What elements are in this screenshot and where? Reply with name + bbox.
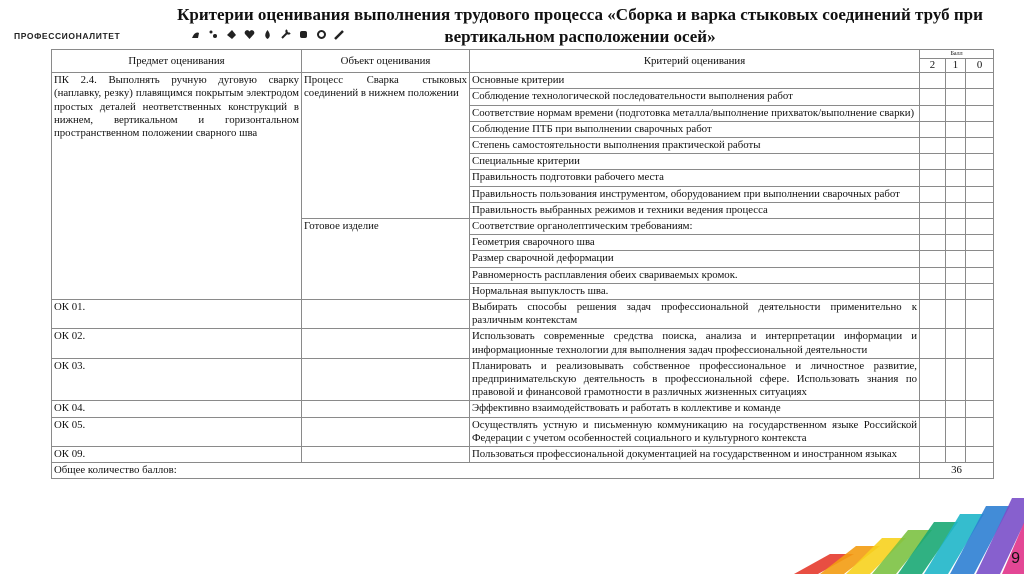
criterion-cell: Нормальная выпуклость шва. [470,283,920,299]
score-0-cell[interactable] [966,235,994,251]
score-0-cell[interactable] [966,154,994,170]
criterion-cell: Степень самостоятельности выполнения практической работы [470,138,920,154]
score-0-cell[interactable] [966,138,994,154]
table-row [52,300,994,329]
score-2-cell[interactable] [920,170,946,186]
ok-subject-cell: ОК 09. [52,447,302,463]
score-1-cell[interactable] [946,300,966,329]
criterion-cell: Размер сварочной деформации [470,251,920,267]
score-2-cell[interactable] [920,358,946,401]
brand-block-icon [298,27,309,38]
score-0-cell[interactable] [966,170,994,186]
score-0-cell[interactable] [966,219,994,235]
brand-leaf-icon [226,27,237,38]
criterion-cell: Осуществлять устную и письменную коммуникацию на государственном языке Российской Федерации с учетом особенностей социального и культурного контекста [470,417,920,446]
score-1-cell[interactable] [946,417,966,446]
criterion-cell: Соответствие нормам времени (подготовка металла/выполнение прихваток/выполнение сварки) [470,105,920,121]
header-object: Объект оценивания [302,50,470,73]
ok-subject-cell: ОК 04. [52,401,302,417]
brand-drop-icon [262,27,273,38]
ok-subject-cell: ОК 03. [52,358,302,401]
table-row [52,358,994,401]
score-1-cell[interactable] [946,138,966,154]
table-row [52,329,994,358]
brand-icon-row [190,27,345,38]
table-row [52,73,994,89]
score-0-cell[interactable] [966,89,994,105]
brand-pen-icon [334,27,345,38]
total-label-cell: Общее количество баллов: [52,463,920,479]
score-1-cell[interactable] [946,73,966,89]
score-2-cell[interactable] [920,154,946,170]
score-0-cell[interactable] [966,283,994,299]
score-2-cell[interactable] [920,73,946,89]
score-0-cell[interactable] [966,447,994,463]
score-2-cell[interactable] [920,267,946,283]
criterion-cell: Геометрия сварочного шва [470,235,920,251]
score-2-cell[interactable] [920,186,946,202]
score-1-cell[interactable] [946,329,966,358]
score-1-cell[interactable] [946,358,966,401]
score-1-cell[interactable] [946,154,966,170]
score-2-cell[interactable] [920,300,946,329]
brand-wrench-icon [280,27,291,38]
score-0-cell[interactable] [966,329,994,358]
ok-object-cell [302,358,470,401]
ok-subject-cell: ОК 02. [52,329,302,358]
criterion-cell: Эффективно взаимодействовать и работать в коллективе и команде [470,401,920,417]
score-0-cell[interactable] [966,121,994,137]
page-number: 9 [1011,550,1020,567]
score-1-cell[interactable] [946,401,966,417]
score-1-cell[interactable] [946,219,966,235]
score-1-cell[interactable] [946,89,966,105]
score-0-cell[interactable] [966,105,994,121]
criterion-cell: Соблюдение технологической последовательности выполнения работ [470,89,920,105]
score-1-cell[interactable] [946,267,966,283]
criterion-cell: Пользоваться профессиональной документацией на государственном и иностранном языках [470,447,920,463]
score-2-cell[interactable] [920,401,946,417]
score-1-cell[interactable] [946,105,966,121]
header-score-1: 1 [946,59,966,73]
score-2-cell[interactable] [920,235,946,251]
score-2-cell[interactable] [920,219,946,235]
header-score-2: 2 [920,59,946,73]
header-row [52,50,994,59]
total-value-cell: 36 [920,463,994,479]
score-0-cell[interactable] [966,401,994,417]
score-2-cell[interactable] [920,105,946,121]
score-0-cell[interactable] [966,267,994,283]
object-process-cell: Процесс Сварка стыковых соединений в нижнем положении [302,73,470,219]
criterion-cell: Использовать современные средства поиска, анализа и интерпретации информации и информационные технологии для выполнения задач профессиональной деятельности [470,329,920,358]
criterion-cell: Правильность выбранных режимов и техники ведения процесса [470,202,920,218]
header-criterion: Критерий оценивания [470,50,920,73]
score-1-cell[interactable] [946,170,966,186]
criterion-cell: Правильность пользования инструментом, оборудованием при выполнении сварочных работ [470,186,920,202]
brand-wave-icon [190,27,201,38]
header-score: Балл [920,50,994,59]
criterion-cell: Соблюдение ПТБ при выполнении сварочных работ [470,121,920,137]
ok-subject-cell: ОК 01. [52,300,302,329]
table-row [52,417,994,446]
table-row [52,447,994,463]
decorative-stripes [764,484,1024,574]
criterion-cell: Основные критерии [470,73,920,89]
criterion-cell: Планировать и реализовывать собственное профессиональное и личностное развитие, предпринимательскую деятельность в профессиональной сфере. Использовать знания по правовой и финансовой грамотности в различных жизненных ситуациях [470,358,920,401]
score-0-cell[interactable] [966,202,994,218]
table-row [52,401,994,417]
score-1-cell[interactable] [946,121,966,137]
score-0-cell[interactable] [966,417,994,446]
criterion-cell: Выбирать способы решения задач профессиональной деятельности применительно к различным контекстам [470,300,920,329]
score-0-cell[interactable] [966,251,994,267]
criterion-cell: Правильность подготовки рабочего места [470,170,920,186]
score-2-cell[interactable] [920,138,946,154]
score-1-cell[interactable] [946,186,966,202]
title-line-1: Критерии оценивания выполнения трудового процесса «Сборка и варка стыковых соединений труб при [177,5,983,24]
criteria-table [51,49,994,479]
score-2-cell[interactable] [920,89,946,105]
criterion-cell: Специальные критерии [470,154,920,170]
total-row [52,463,994,479]
score-2-cell[interactable] [920,251,946,267]
brand-ring-icon [316,27,327,38]
score-1-cell[interactable] [946,283,966,299]
criterion-cell: Равномерность расплавления обеих свариваемых кромок. [470,267,920,283]
score-1-cell[interactable] [946,202,966,218]
ok-subject-cell: ОК 05. [52,417,302,446]
brand-dots-icon [208,27,219,38]
brand-logo-text: ПРОФЕССИОНАЛИТЕТ [14,31,121,41]
score-0-cell[interactable] [966,358,994,401]
score-2-cell[interactable] [920,121,946,137]
page-title [150,4,1010,48]
score-0-cell[interactable] [966,300,994,329]
ok-object-cell [302,401,470,417]
score-2-cell[interactable] [920,447,946,463]
brand-heart-icon [244,27,255,38]
score-1-cell[interactable] [946,251,966,267]
header-subject: Предмет оценивания [52,50,302,73]
ok-object-cell [302,447,470,463]
score-2-cell[interactable] [920,202,946,218]
title-line-2: вертикальном расположении осей» [444,27,716,46]
ok-object-cell [302,300,470,329]
score-0-cell[interactable] [966,73,994,89]
header-score-0: 0 [966,59,994,73]
ok-object-cell [302,417,470,446]
score-0-cell[interactable] [966,186,994,202]
criterion-cell: Соответствие органолептическим требованиям: [470,219,920,235]
score-1-cell[interactable] [946,235,966,251]
score-2-cell[interactable] [920,283,946,299]
score-2-cell[interactable] [920,329,946,358]
pk-subject-cell: ПК 2.4. Выполнять ручную дуговую сварку (наплавку, резку) плавящимся покрытым электродом простых деталей неответственных конструкций в нижнем, вертикальном и горизонтальном пространственном положении сварного шва [52,73,302,300]
object-product-cell: Готовое изделие [302,219,470,300]
score-2-cell[interactable] [920,417,946,446]
ok-object-cell [302,329,470,358]
score-1-cell[interactable] [946,447,966,463]
